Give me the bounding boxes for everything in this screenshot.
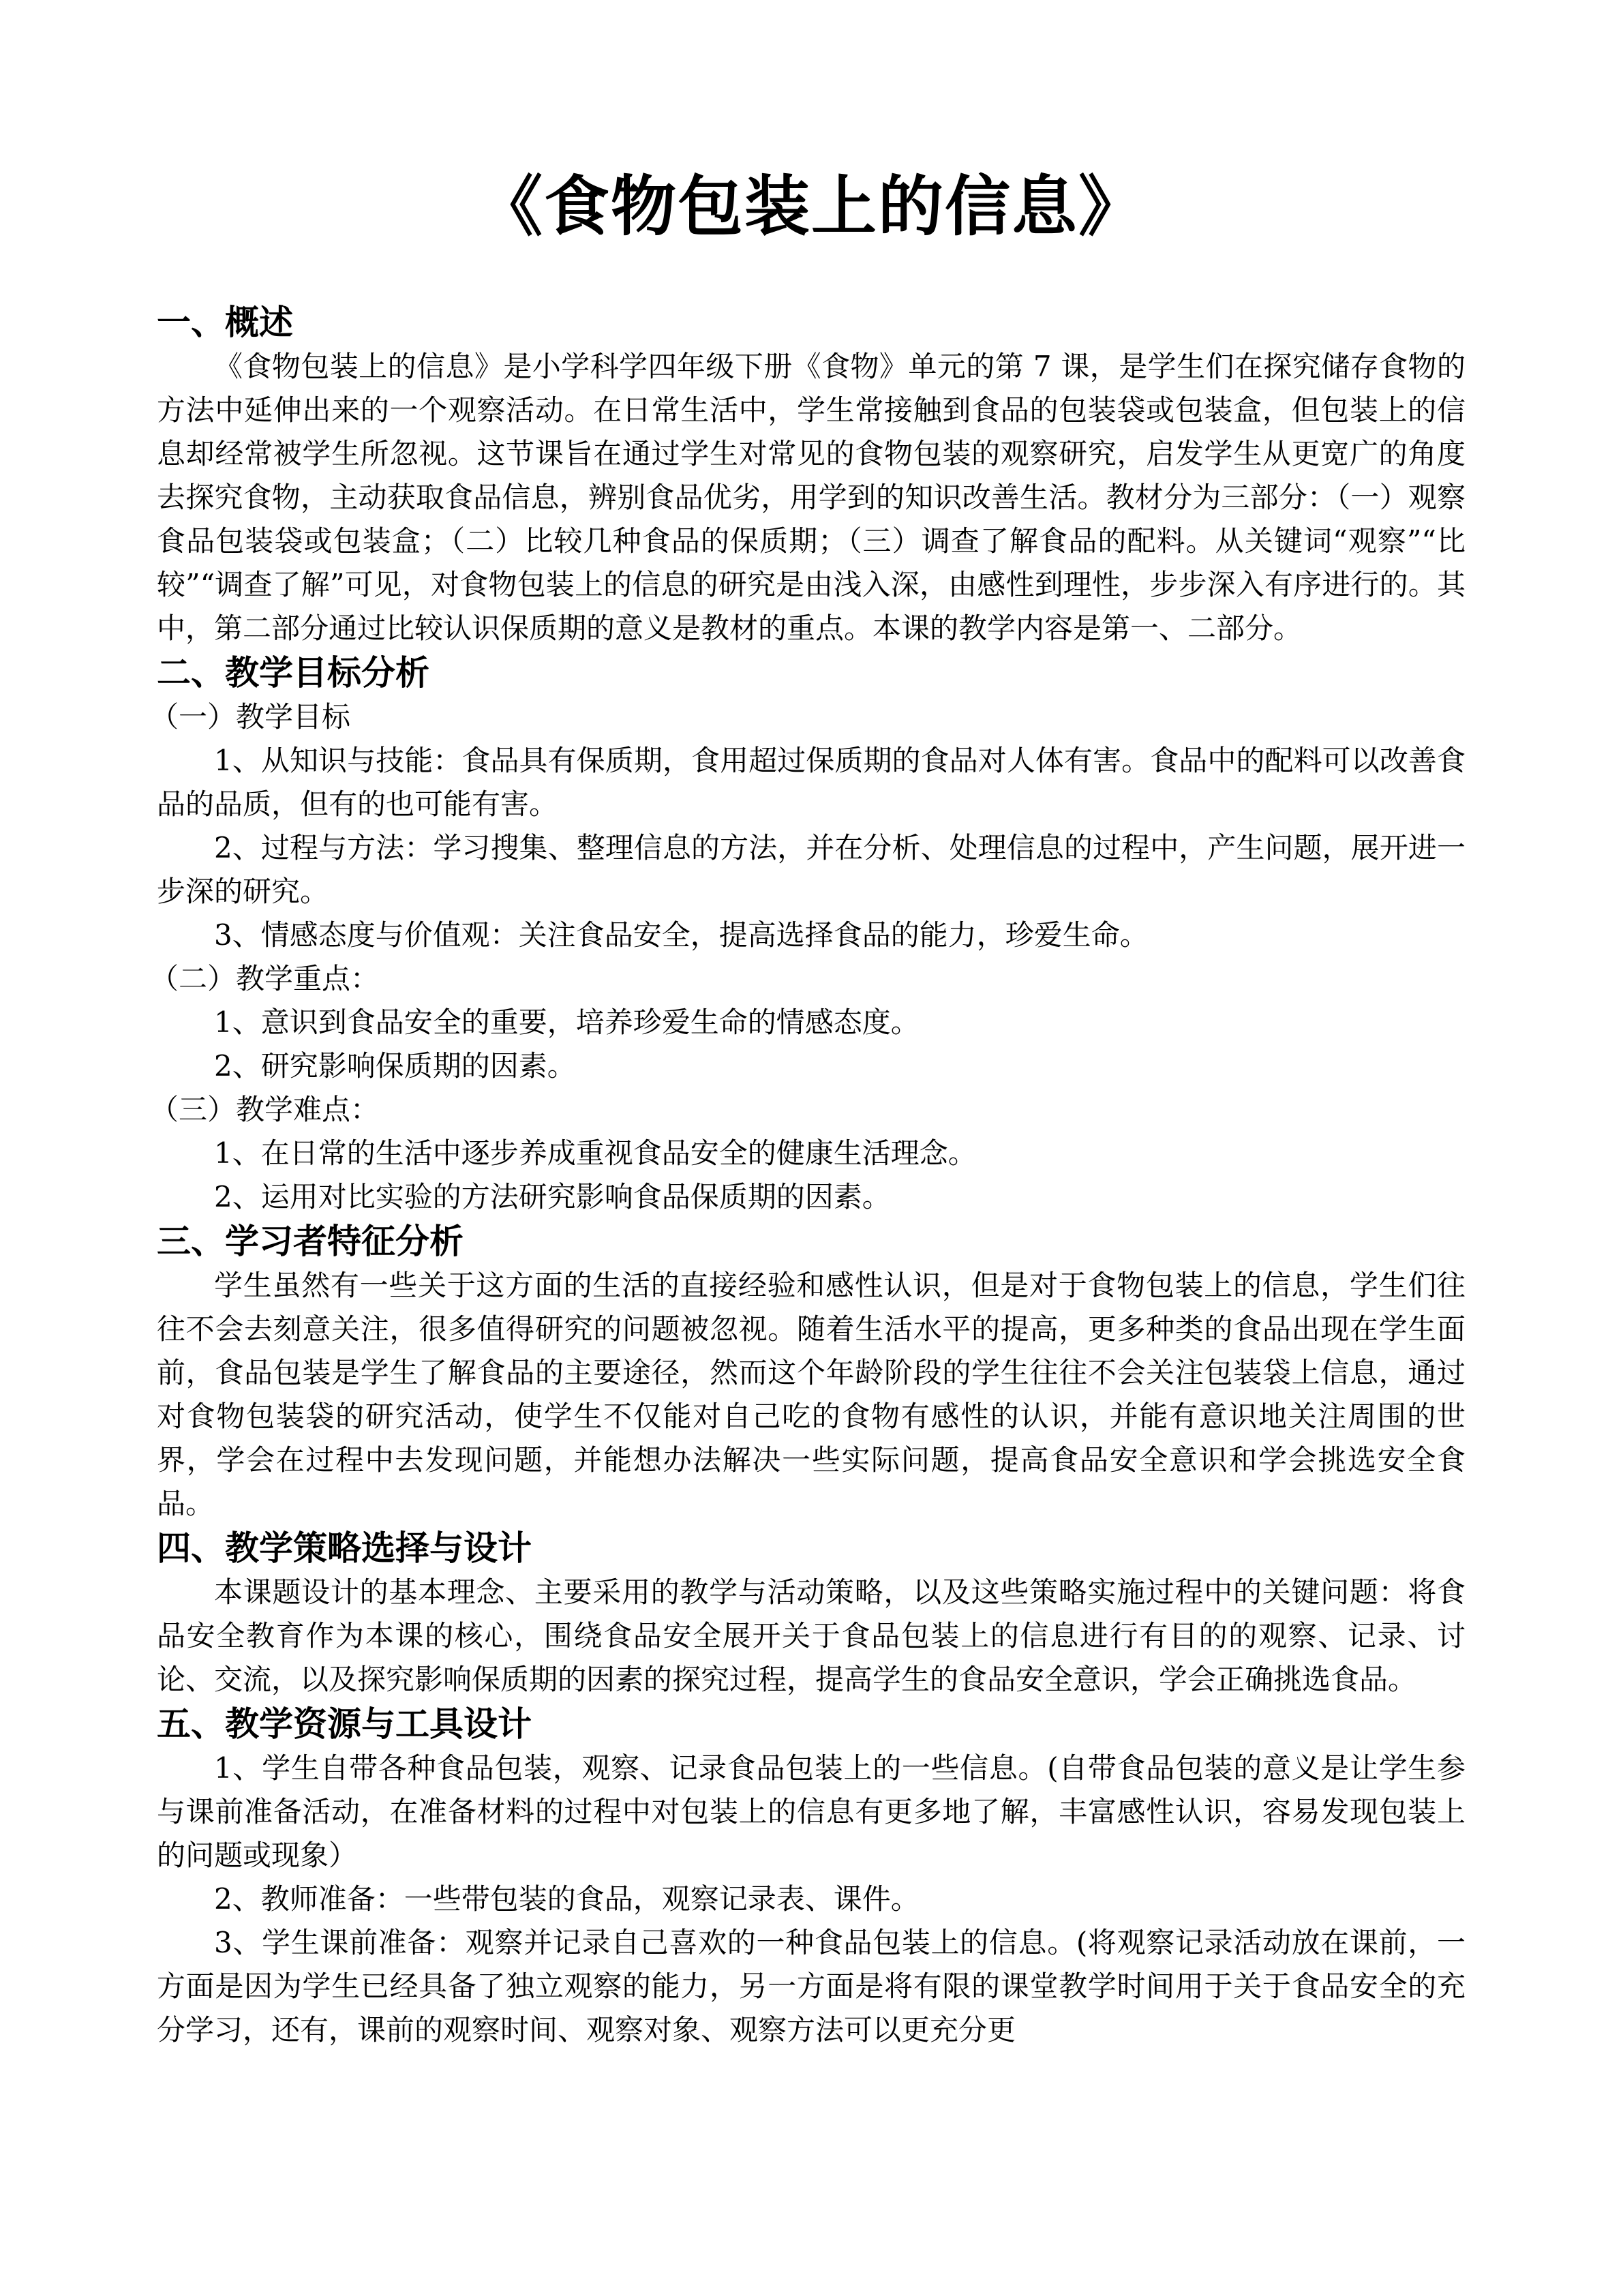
objectives-key-label: （二）教学重点： — [150, 962, 380, 995]
resource-item-3: 3、学生课前准备：观察并记录自己喜欢的一种食品包装上的信息。(将观察记录活动放在课前，一方面是因为学生已经具备了独立观察的能力，另一方面是将有限的课堂教学时间用于关于食品安全的充分学习，还有，课前的观察时间、观察对象、观察方法可以更充分更 — [157, 1926, 1466, 2046]
learners-paragraph: 学生虽然有一些关于这方面的生活的直接经验和感性认识，但是对于食物包装上的信息，学生们往往不会去刻意关注，很多值得研究的问题被忽视。随着生活水平的提高，更多种类的食品出现在学生面前，食品包装是学生了解食品的主要途径，然而这个年龄阶段的学生往往不会关注包装袋上信息，通过对食物包装袋的研究活动，使学生不仅能对自己吃的食物有感性的认识，并能有意识地关注周围的世界，学会在过程中去发现问题，并能想办法解决一些实际问题，提高食品安全意识和学会挑选安全食品。 — [157, 1269, 1466, 1520]
section-heading-strategy: 四、教学策略选择与设计 — [157, 1528, 532, 1568]
strategy-paragraph: 本课题设计的基本理念、主要采用的教学与活动策略，以及这些策略实施过程中的关键问题：将食品安全教育作为本课的核心，围绕食品安全展开关于食品包装上的信息进行有目的的观察、记录、讨论、交流，以及探究影响保质期的因素的探究过程，提高学生的食品安全意识，学会正确挑选食品。 — [157, 1575, 1466, 1696]
document-title: 《食物包装上的信息》 — [477, 168, 1145, 245]
objective-goal-1: 1、从知识与技能：食品具有保质期，食用超过保质期的食品对人体有害。食品中的配料可以改善食品的品质，但有的也可能有害。 — [157, 744, 1466, 821]
objective-key-1: 1、意识到食品安全的重要，培养珍爱生命的情感态度。 — [214, 1006, 920, 1039]
document-page — [150, 0, 1466, 2052]
objectives-goals-label: （一）教学目标 — [150, 700, 351, 734]
objectives-difficult-label: （三）教学难点： — [150, 1093, 380, 1126]
objective-difficult-2: 2、运用对比实验的方法研究影响食品保质期的因素。 — [214, 1180, 891, 1213]
objective-difficult-1: 1、在日常的生活中逐步养成重视食品安全的健康生活理念。 — [214, 1136, 977, 1170]
section-heading-overview: 一、概述 — [157, 303, 293, 342]
objective-goal-3: 3、情感态度与价值观：关注食品安全，提高选择食品的能力，珍爱生命。 — [214, 918, 1149, 952]
document-body — [150, 300, 1466, 2052]
section-heading-objectives: 二、教学目标分析 — [157, 653, 429, 693]
section-heading-learners: 三、学习者特征分析 — [157, 1222, 464, 1261]
section-heading-resources: 五、教学资源与工具设计 — [157, 1704, 532, 1744]
resource-item-1: 1、学生自带各种食品包装，观察、记录食品包装上的一些信息。(自带食品包装的意义是让学生参与课前准备活动，在准备材料的过程中对包装上的信息有更多地了解，丰富感性认识，容易发现包装上的问题或现象） — [157, 1751, 1466, 1872]
objective-goal-2: 2、过程与方法：学习搜集、整理信息的方法，并在分析、处理信息的过程中，产生问题，展开进一步深的研究。 — [157, 831, 1466, 908]
overview-paragraph: 《食物包装上的信息》是小学科学四年级下册《食物》单元的第 7 课，是学生们在探究储存食物的方法中延伸出来的一个观察活动。在日常生活中，学生常接触到食品的包装袋或包装盒，但包装上的信息却经常被学生所忽视。这节课旨在通过学生对常见的食物包装的观察研究，启发学生从更宽广的角度去探究食物，主动获取食品信息，辨别食品优劣，用学到的知识改善生活。教材分为三部分：（一）观察食品包装袋或包装盒；（二）比较几种食品的保质期；（三）调查了解食品的配料。从关键词“观察”“比较”“调查了解”可见，对食物包装上的信息的研究是由浅入深，由感性到理性，步步深入有序进行的。其中，第二部分通过比较认识保质期的意义是教材的重点。本课的教学内容是第一、二部分。 — [157, 350, 1466, 645]
resource-item-2: 2、教师准备：一些带包装的食品，观察记录表、课件。 — [214, 1882, 920, 1916]
objective-key-2: 2、研究影响保质期的因素。 — [214, 1049, 576, 1083]
